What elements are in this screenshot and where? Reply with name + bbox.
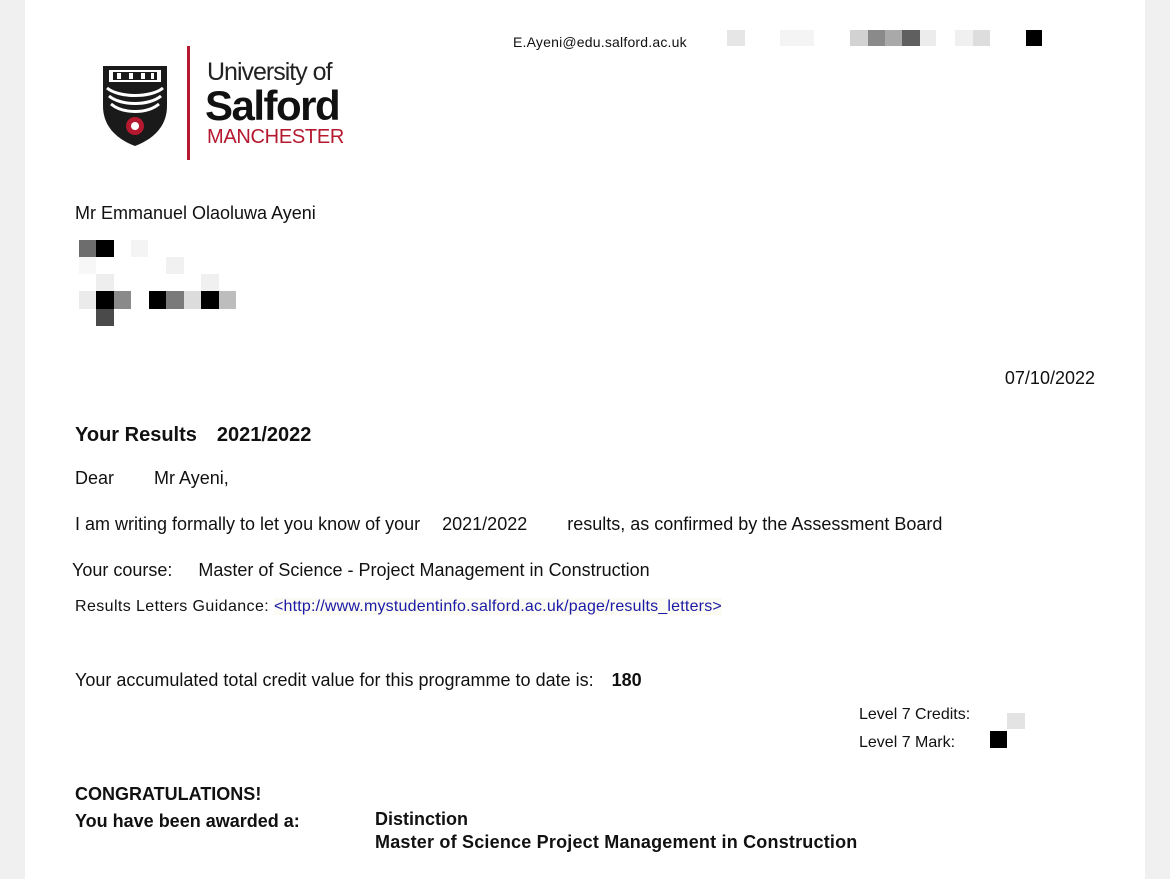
course-value: Master of Science - Project Management in Construction [198,560,650,580]
credit-line [75,670,642,691]
level7-credits-label: Level 7 Credits: [859,706,971,723]
course-label: Your course: [72,560,173,580]
redacted-level7-credits [1007,713,1025,729]
intro-year: 2021/2022 [442,514,528,534]
guidance-link[interactable]: <http://www.mystudentinfo.salford.ac.uk/page/results_letters> [273,598,722,615]
guidance-label: Results Letters Guidance: [75,598,270,615]
crest-icon [99,62,171,148]
logo-text-university: University of [207,58,332,86]
intro-paragraph: I am writing formally to let you know of your 2021/2022 results, as confirmed by the Assessment Board [75,514,943,534]
award-degree: Master of Science Project Management in Construction [375,832,858,852]
recipient-name: Mr Emmanuel Olaoluwa Ayeni [75,203,316,223]
salutation: Dear Mr Ayeni, [75,468,229,488]
credit-value: 180 [611,670,642,690]
redacted-level7-mark [990,731,1007,748]
results-heading [75,424,311,447]
congratulations: CONGRATULATIONS! [75,784,262,804]
salutation-name: Mr Ayeni, [154,468,229,488]
letter-page [25,0,1145,879]
email-address: E.Ayeni@edu.salford.ac.uk [513,34,687,50]
results-heading-year: 2021/2022 [216,424,312,446]
university-logo [97,46,387,164]
guidance-line [75,598,722,616]
award-class: Distinction [375,809,468,829]
results-heading-label: Your Results [75,424,197,446]
letter-date: 07/10/2022 [1004,368,1095,388]
logo-text-salford: Salford [205,82,340,129]
logo-text-manchester: MANCHESTER [207,126,345,148]
credit-label: Your accumulated total credit value for this programme to date is: [75,670,594,690]
level7-mark-label: Level 7 Mark: [859,734,956,751]
awarded-label: You have been awarded a: [75,811,300,831]
course-line [72,560,650,581]
